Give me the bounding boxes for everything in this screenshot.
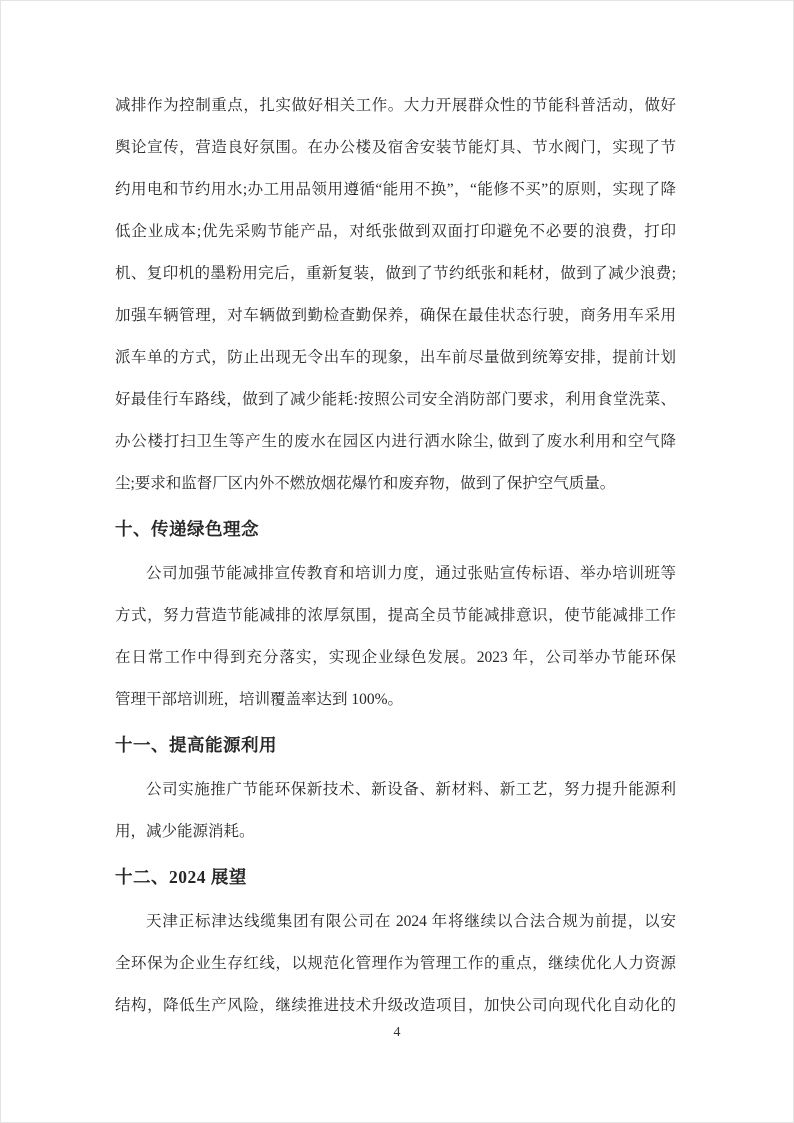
paragraph-line: 管理干部培训班，培训覆盖率达到 100%。 xyxy=(115,691,404,708)
paragraph-line: 用，减少能源消耗。 xyxy=(115,823,255,840)
section-11-paragraph xyxy=(115,769,676,853)
paragraph-line: 结构，降低生产风险，继续推进技术升级改造项目，加快公司向现代化自动化的 xyxy=(115,997,676,1014)
paragraph-line: 公司实施推广节能环保新技术、新设备、新材料、新工艺，努力提升能源利 xyxy=(146,781,676,798)
paragraph-line: 办公楼打扫卫生等产生的废水在园区内进行洒水除尘, 做到了废水利用和空气降 xyxy=(115,433,676,450)
section-heading-10: 十、传递绿色理念 xyxy=(115,519,259,539)
paragraph-line: 尘;要求和监督厂区内外不燃放烟花爆竹和废弃物，做到了保护空气质量。 xyxy=(115,475,616,492)
paragraph-line: 减排作为控制重点，扎实做好相关工作。大力开展群众性的节能科普活动，做好 xyxy=(115,97,676,114)
paragraph-line: 舆论宣传，营造良好氛围。在办公楼及宿舍安装节能灯具、节水阀门，实现了节 xyxy=(115,139,676,156)
section-heading-12: 十二、2024 展望 xyxy=(115,867,247,887)
paragraph-line: 方式，努力营造节能减排的浓厚氛围，提高全员节能减排意识，使节能减排工作 xyxy=(115,607,676,624)
paragraph-line: 在日常工作中得到充分落实，实现企业绿色发展。2023 年，公司举办节能环保 xyxy=(115,649,676,666)
page-number: 4 xyxy=(393,1025,401,1040)
document-body xyxy=(115,85,676,1027)
paragraph-line: 公司加强节能减排宣传教育和培训力度，通过张贴宣传标语、举办培训班等 xyxy=(146,565,676,582)
paragraph-line: 天津正标津达线缆集团有限公司在 2024 年将继续以合法合规为前提，以安 xyxy=(146,913,676,930)
paragraph-line: 全环保为企业生存红线，以规范化管理作为管理工作的重点，继续优化人力资源 xyxy=(115,955,676,972)
paragraph-line: 机、复印机的墨粉用完后，重新复装，做到了节约纸张和耗材，做到了减少浪费; xyxy=(115,265,676,282)
paragraph-continued xyxy=(115,85,676,505)
paragraph-line: 好最佳行车路线，做到了减少能耗:按照公司安全消防部门要求，利用食堂洗菜、 xyxy=(115,391,676,408)
section-heading-11: 十一、提高能源利用 xyxy=(115,735,277,755)
section-10-paragraph xyxy=(115,553,676,721)
section-12-paragraph xyxy=(115,901,676,1027)
paragraph-line: 派车单的方式，防止出现无令出车的现象，出车前尽量做到统筹安排，提前计划 xyxy=(115,349,676,366)
paragraph-line: 约用电和节约用水;办工用品领用遵循“能用不换”，“能修不买”的原则，实现了降 xyxy=(115,181,676,198)
paragraph-line: 低企业成本;优先采购节能产品，对纸张做到双面打印避免不必要的浪费，打印 xyxy=(115,223,676,240)
paragraph-line: 加强车辆管理，对车辆做到勤检查勤保养，确保在最佳状态行驶，商务用车采用 xyxy=(115,307,676,324)
